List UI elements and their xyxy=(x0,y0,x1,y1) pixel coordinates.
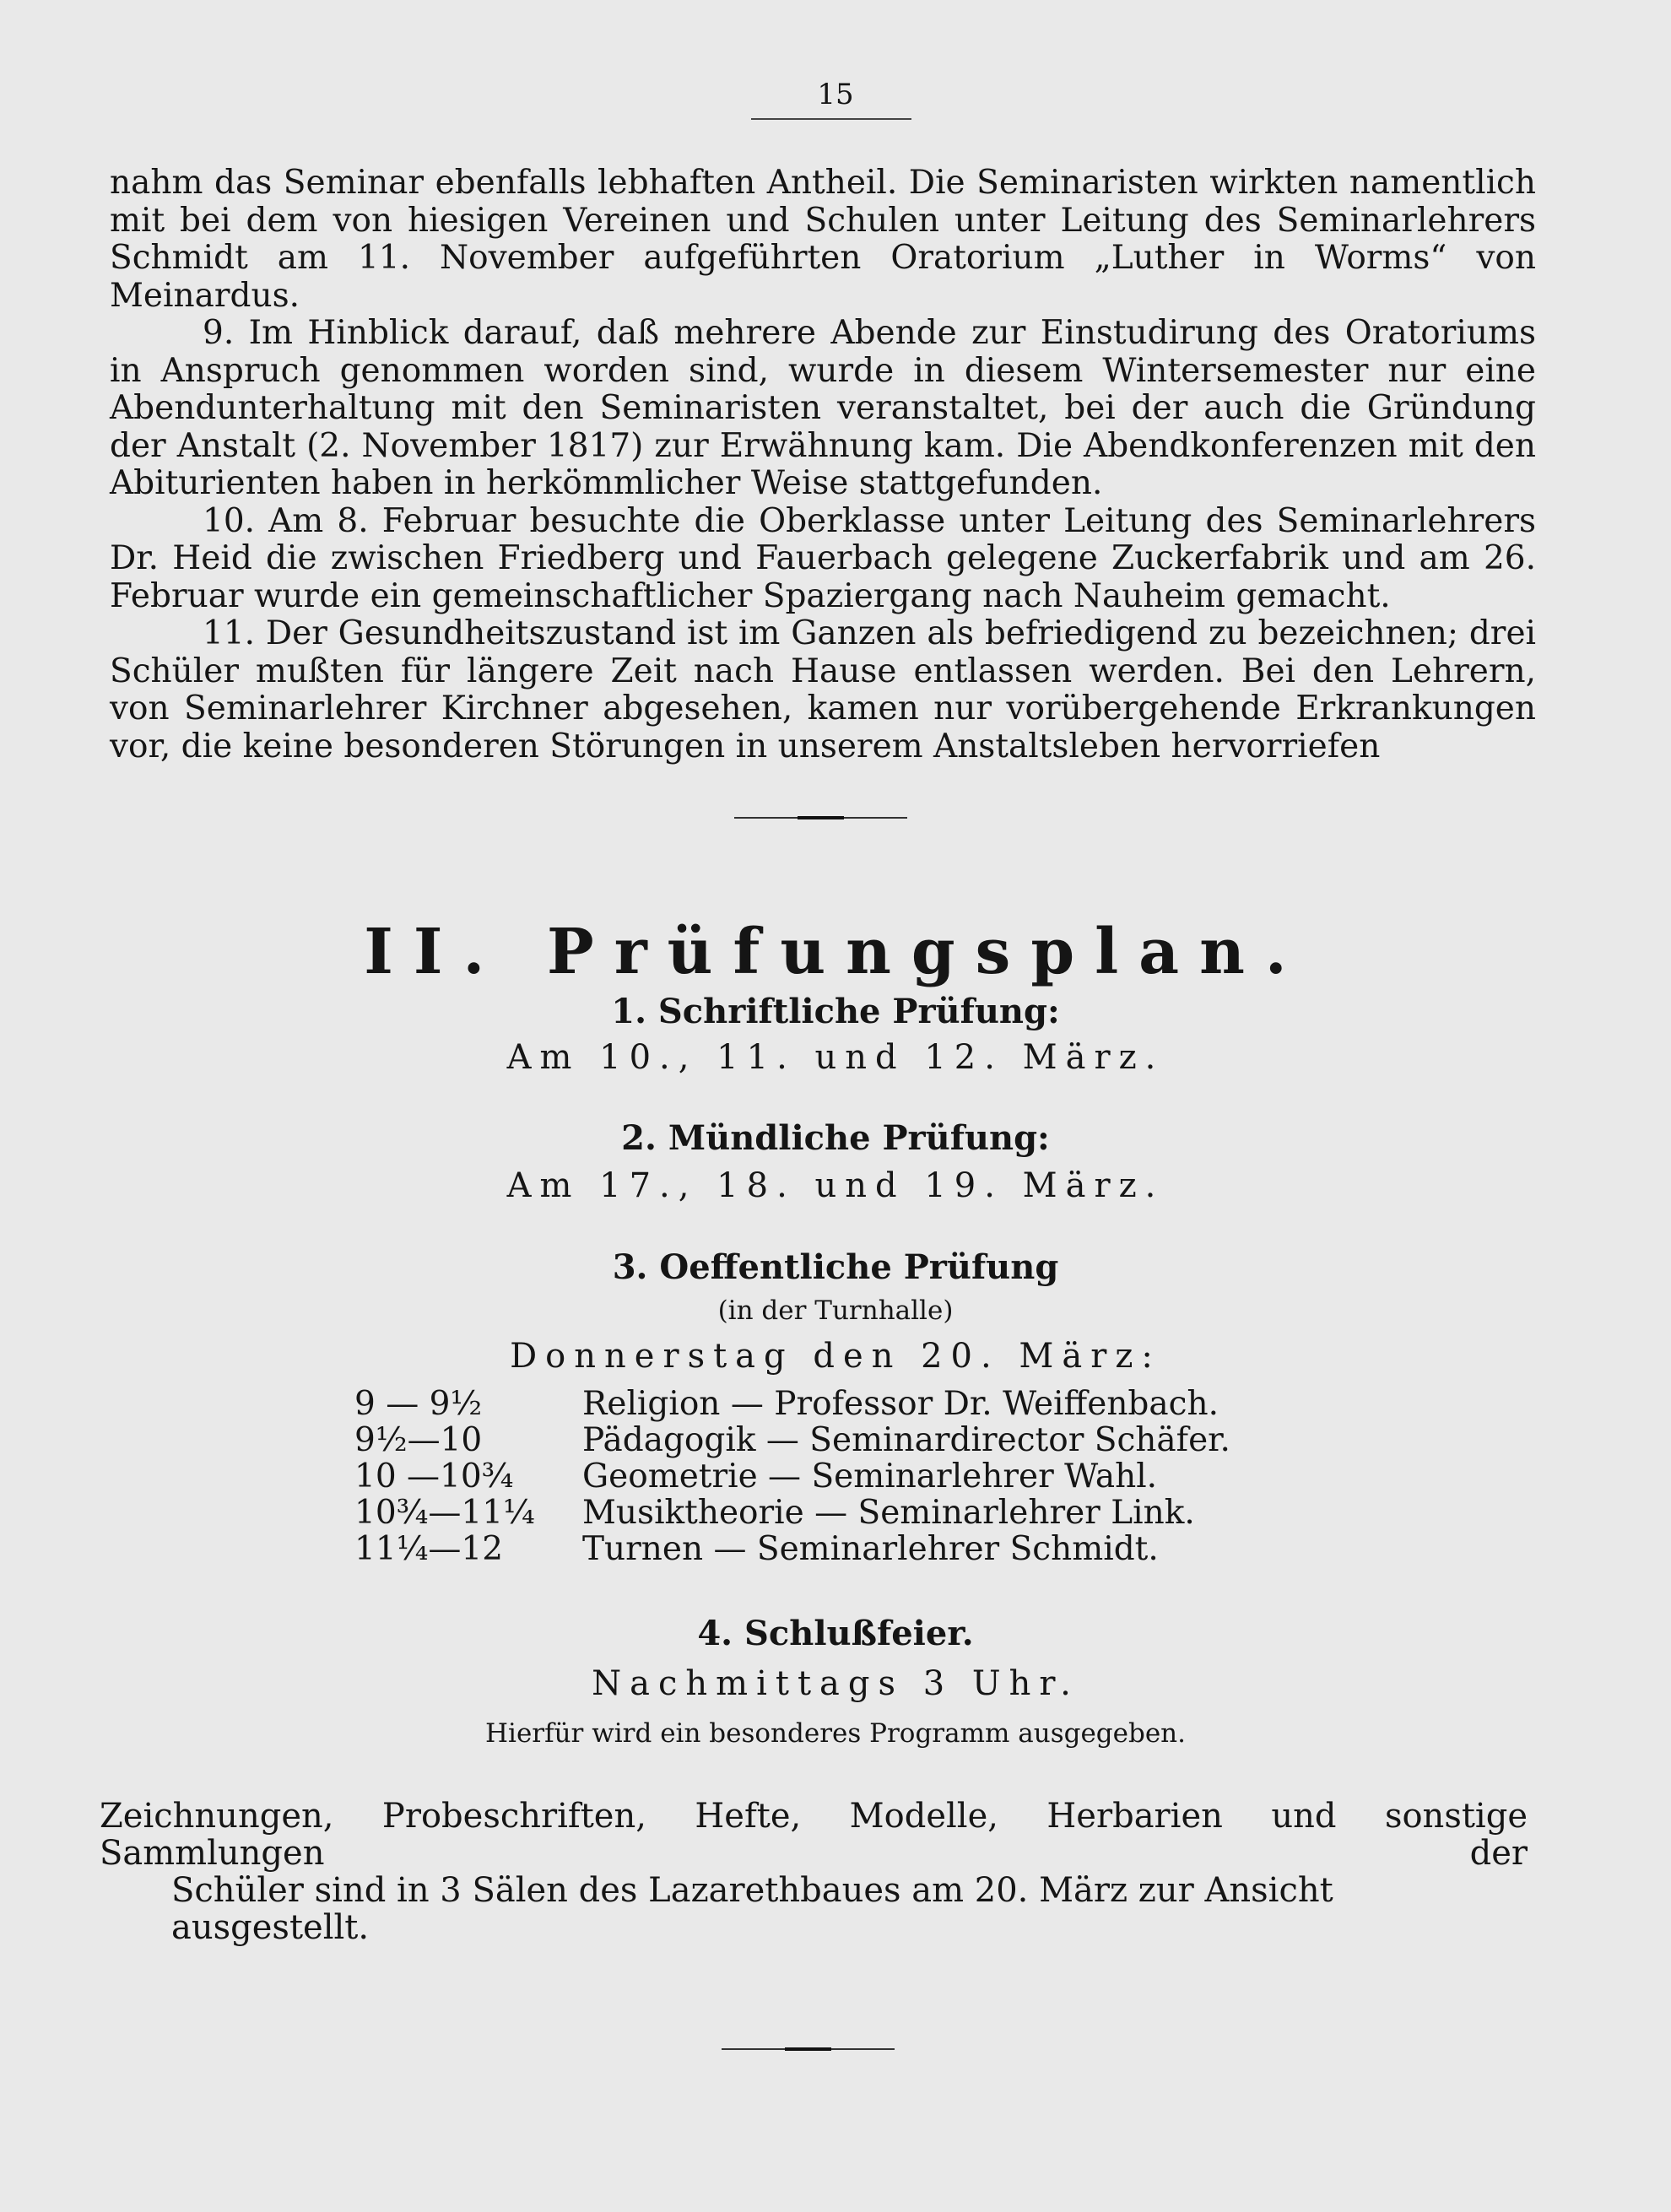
schedule-subject: Religion — Professor Dr. Weiffenbach. xyxy=(582,1385,1219,1423)
paragraph-1: nahm das Seminar ebenfalls lebhaften Antheil. Die Seminaristen wirkten namentlich mit bei dem von hiesigen Vereinen und Schulen unter Leitung des Seminarlehrers Schmidt am 11. November aufgeführten Oratorium „Luther in Worms“ von Meinardus. xyxy=(110,164,1536,315)
body-text xyxy=(110,165,1536,765)
schedule-row xyxy=(354,1386,1367,1422)
section-divider-center xyxy=(798,816,844,819)
paragraph-10: 10. Am 8. Februar besuchte die Oberklasse unter Leitung des Seminarlehrers Dr. Heid die zwischen Friedberg und Fauerbach gelegene Zuckerfabrik und am 26. Februar wurde ein gemeinschaftlicher Spaziergang nach Nauheim gemacht. xyxy=(110,501,1536,615)
section-1-heading: 1. Schriftliche Prüfung: xyxy=(611,992,1060,1031)
page-number-rule xyxy=(751,118,911,120)
section-3-heading: 3. Oeffentliche Prüfung xyxy=(612,1247,1059,1287)
schedule-subject: Geometrie — Seminarlehrer Wahl. xyxy=(582,1458,1158,1495)
paragraph-11: 11. Der Gesundheitszustand ist im Ganzen als befriedigend zu bezeichnen; drei Schüler mußten für längere Zeit nach Hause entlassen werden. Bei den Lehrern, von Seminarlehrer Kirchner abgesehen, kamen nur vorübergehende Erkrankungen vor, die keine besonderen Störungen in unserem Anstaltsleben hervorriefen xyxy=(110,614,1536,765)
exam-schedule xyxy=(354,1386,1367,1567)
section-4-note: Hierfür wird ein besonderes Programm ausgegeben. xyxy=(485,1718,1186,1749)
schedule-time: 11¼—12 xyxy=(354,1530,504,1568)
schedule-row xyxy=(354,1422,1367,1458)
final-note xyxy=(100,1798,1528,1946)
section-3-date: Donnerstag den 20. März: xyxy=(510,1337,1161,1376)
schedule-time: 9½—10 xyxy=(354,1421,483,1459)
schedule-time: 9 — 9½ xyxy=(354,1385,483,1423)
section-4-time: Nachmittags 3 Uhr. xyxy=(592,1664,1079,1703)
section-2-date: Am 17., 18. und 19. März. xyxy=(506,1166,1165,1205)
page-number: 15 xyxy=(817,78,854,111)
schedule-time: 10 —10¾ xyxy=(354,1458,514,1495)
section-1-date: Am 10., 11. und 12. März. xyxy=(506,1038,1165,1077)
schedule-row xyxy=(354,1495,1367,1531)
section-2-heading: 2. Mündliche Prüfung: xyxy=(621,1118,1050,1158)
paragraph-9: 9. Im Hinblick darauf, daß mehrere Abende zur Einstudirung des Oratoriums in Anspruch genommen worden sind, wurde in diesem Wintersemester nur eine Abendunterhaltung mit den Seminaristen veranstaltet, bei der auch die Gründung der Anstalt (2. November 1817) zur Erwähnung kam. Die Abendkonferenzen mit den Abiturienten haben in herkömmlicher Weise stattgefunden. xyxy=(110,314,1536,502)
section-4-heading: 4. Schlußfeier. xyxy=(697,1614,974,1653)
schedule-time: 10¾—11¼ xyxy=(354,1494,535,1532)
section-3-note: (in der Turnhalle) xyxy=(717,1295,954,1326)
bottom-divider-center xyxy=(785,2047,831,2051)
schedule-row xyxy=(354,1458,1367,1495)
schedule-row xyxy=(354,1531,1367,1567)
schedule-subject: Pädagogik — Seminardirector Schäfer. xyxy=(582,1421,1230,1459)
final-note-line-2: Schüler sind in 3 Sälen des Lazarethbaues am 20. März zur Ansicht ausgestellt. xyxy=(171,1871,1333,1947)
final-note-line-1: Zeichnungen, Probeschriften, Hefte, Modelle, Herbarien und sonstige Sammlungen der xyxy=(100,1797,1528,1873)
schedule-subject: Turnen — Seminarlehrer Schmidt. xyxy=(582,1530,1159,1568)
schedule-subject: Musiktheorie — Seminarlehrer Link. xyxy=(582,1494,1195,1532)
plan-title: II. Prüfungsplan. xyxy=(364,916,1307,988)
